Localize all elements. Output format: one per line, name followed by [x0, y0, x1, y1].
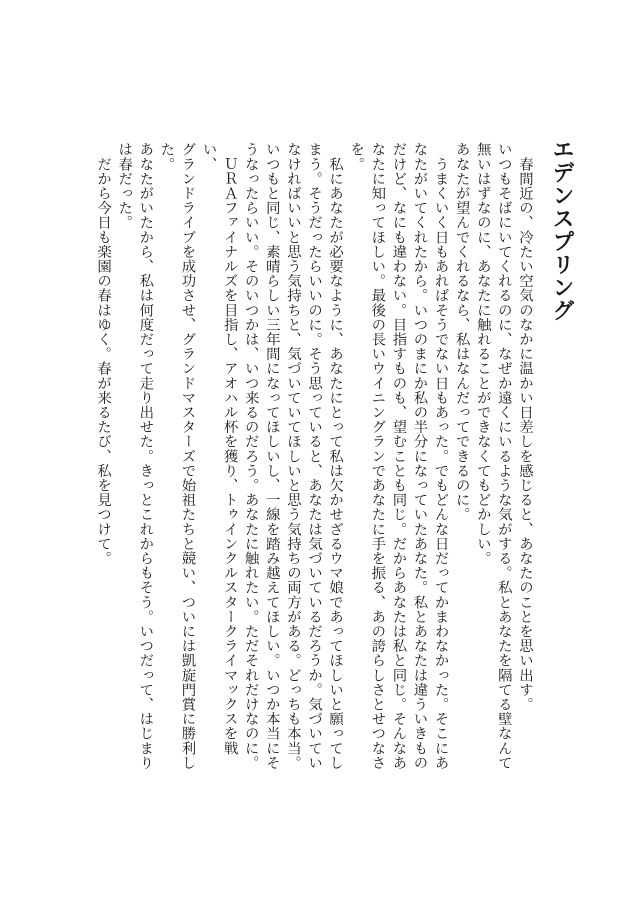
text-line: なたに知ってほしい。最後の長いウイニングランであなたに手を振る、あの誇らしさとせつなさを。 [348, 142, 386, 770]
story-title: エデンスプリング [549, 138, 575, 322]
text-line: は春だった。 [116, 142, 133, 230]
text-line: うまくいく日もあればそうでない日もあった。でもどんな日だってかまわなかった。そこにあ [432, 142, 449, 770]
text-line: まう。そうだったらいいのに。そう思っていると、あなたは気づいているだろうか。気づいてい [306, 142, 323, 770]
text-line: グランドライブを成功させ、グランドマスターズで始祖たちと競い、ついには凱旋門賞に勝利した。 [158, 142, 196, 770]
text-line: いつもと同じ、素晴らしい三年間になってほしいし、一線を踏み越えてほしい。いつか本当にそ [263, 142, 280, 770]
text-line: あなたが望んでくれるなら、私はなんだってできるのに。 [453, 142, 470, 522]
text-line: 無いはずなのに、あなたに触れることができなくてもどかしい。 [474, 142, 491, 566]
story-body [92, 142, 535, 782]
text-line: だけど、なにも違わない。目指すものも、望むことも同じ。だからあなたは私と同じ。そんなあ [390, 142, 407, 770]
text-line: だから今日も楽園の春はゆく。春が来るたび、私を見つけて。 [95, 142, 112, 566]
text-line: あなたがいたから、私は何度だって走り出せた。きっとこれからもそう。いつだって、はじまり [137, 142, 154, 770]
text-line: 私にあなたが必要なように、あなたにとって私は欠かせざるウマ娘であってほしいと願ってし [327, 142, 344, 770]
text-line: なたがいてくれたから。いつのまにか私の半分になっていたあなた。私とあなたは違ういきもの [411, 142, 428, 770]
text-line: いつもそばにいてくれるのに、なぜか遠くにいるような気がする。私とあなたを隔てる壁なんて [495, 142, 512, 770]
text-line: なければいいと思う気持ちと、気づいていてほしいと思う気持ちの両方がある。どっちも本当。 [284, 142, 301, 770]
text-line: うなったらいい。そのいつかは、いつ来るのだろう。あなたに触れたい。ただそれだけなのに。 [242, 142, 259, 770]
text-line: ＵＲＡファイナルズを目指し、アオハル杯を獲り、トゥインクルスタークライマックスを戦い、 [200, 142, 238, 756]
text-line: 春間近の、冷たい空気のなかに温かい日差しを感じると、あなたのことを思い出す。 [516, 142, 533, 712]
